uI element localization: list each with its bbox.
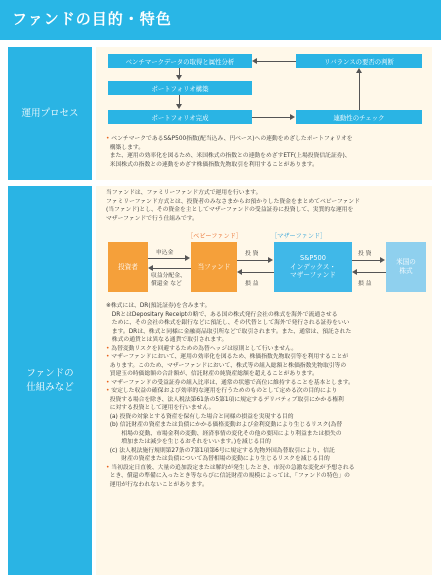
note-line: ます。DRは、株式と同様に金融商品取引所などで取引されます。また、通常は、預託された xyxy=(106,328,352,335)
investor-label: 投資者 xyxy=(118,262,138,271)
note-line: 当初設定日直後、大量の追加設定または解約が発生したとき、市況の急激な変化が予想される xyxy=(111,464,355,471)
invest-arrowhead-1 xyxy=(268,257,273,263)
flow-step-correlation-check-label: 連動性のチェック xyxy=(333,113,385,122)
note-line: 株式の通貨とは異なる通貨で取引されます。 xyxy=(106,337,228,343)
flow-step-portfolio-build xyxy=(108,81,252,95)
note-line: 相場の変動、市場金利の変動、経済事情の変化その他の要因により利益または損失の xyxy=(109,430,342,437)
structure-intro xyxy=(106,189,360,223)
note-line: (a) 投資の対象とする資産を保有した場合と同様の損益を実現する目的 xyxy=(109,413,294,420)
page-header xyxy=(0,0,441,40)
invest-arrowhead-2 xyxy=(380,257,385,263)
mother-fund-box-label: S&P500 インデックス・ マザーファンド xyxy=(290,253,336,280)
note-line: DRとはDepositary Receiptの略で、ある国の株式発行会社の株式を海外で流通させる xyxy=(106,311,338,318)
process-note-line: また、運用の効率化を図るため、米国株式の指数との連動をめざすETF(上場投資信託証券)、 xyxy=(109,153,351,159)
section-label-structure-text: ファンドの 仕組みなど xyxy=(26,368,74,393)
note-line: ※株式には、DR(預託証券)を含みます。 xyxy=(106,303,211,309)
bullet-icon: • xyxy=(106,379,110,386)
flow-step-rebalance-decision-label: リバランスの要否の判断 xyxy=(324,57,394,66)
note-line: 投資する場合を除き、法人税法第61条の5第1項に規定するデリバティブ取引にかかる権利 xyxy=(109,396,344,403)
mother-fund-box xyxy=(274,242,352,292)
flow-step-portfolio-complete-label: ポートフォリオ完成 xyxy=(151,113,209,122)
invest-label-2: 投 資 xyxy=(358,251,372,257)
intro-line: 当ファンドは、ファミリーファンド方式で運用を行います。 xyxy=(106,190,262,196)
section-label-process xyxy=(8,47,92,180)
profit-label-2: 損 益 xyxy=(358,281,372,287)
note-line: 増加または減少を生じるおそれをいいます。)を減じる目的 xyxy=(109,439,271,445)
flow-arrowhead-5-1 xyxy=(252,58,257,64)
invest-label-1: 投 資 xyxy=(245,251,259,257)
apply-arrow xyxy=(148,258,186,259)
note-line: 買建玉の時価総額の合計額が、信託財産の純資産総額を超えることがあります。 xyxy=(109,371,318,377)
process-note-line: 構築します。 xyxy=(109,144,145,151)
distribution-arrowhead xyxy=(148,265,153,271)
process-note-line: ベンチマークであるS&P500指数(配当込み、円ベース)への連動をめざしたポートフォリオを xyxy=(111,136,353,142)
mother-fund-label: ［マザーファンド］ xyxy=(271,233,327,240)
note-line: 財産の資産または負債について為替相場の変動により生じるリスクを減じる目的 xyxy=(109,456,330,462)
us-stocks-label: 米国の 株式 xyxy=(396,258,416,275)
profit-label-1: 損 益 xyxy=(245,281,259,287)
fund-box xyxy=(191,242,237,292)
fund-label: 当ファンド xyxy=(197,262,231,271)
flow-arrow-3-4 xyxy=(252,117,291,118)
note-line: とき、償還の準備に入ったとき等ならびに信託財産の規模によっては、「ファンドの特色」の xyxy=(109,473,350,479)
profit-arrow-2 xyxy=(357,272,386,273)
apply-arrowhead xyxy=(185,255,190,261)
bullet-icon: • xyxy=(106,136,110,142)
bullet-icon: • xyxy=(106,464,110,471)
invest-arrow-1 xyxy=(237,260,269,261)
section-label-process-text: 運用プロセス xyxy=(21,107,79,119)
note-line: (b) 信託財産の資産または負債にかかる価格変動および金利変動により生じるリスク(為替 xyxy=(109,422,343,428)
note-line: あります。このため、マザーファンドにおいて、株式等の組入総額と株価指数先物取引等の xyxy=(109,362,347,369)
baby-fund-label: ［ベビーファンド］ xyxy=(187,233,243,240)
process-content xyxy=(96,47,432,180)
process-note-line: 米国株式の指数との連動をめざす株価指数先物取引を利用することがあります。 xyxy=(109,161,318,168)
profit-arrowhead-2 xyxy=(352,269,357,275)
note-line: に対する投資として運用を行いません。 xyxy=(109,405,215,411)
intro-line: マザーファンドで行う仕組みです。 xyxy=(106,215,198,222)
flow-step-rebalance-decision xyxy=(296,54,422,68)
flow-arrowhead-3-4 xyxy=(290,114,295,120)
intro-line: (当ファンド)とし、その資金を主としてマザーファンドの受益証券に投資して、実質的な運用を xyxy=(106,207,354,213)
page-title: ファンドの目的・特色 xyxy=(12,10,172,28)
apply-label: 申込金 xyxy=(156,250,174,256)
note-line: (c) 法人税法施行規則第27条の7第1項第6号に規定する先物外国為替取引により、信託 xyxy=(109,447,335,454)
flow-arrow-5-1 xyxy=(257,61,296,62)
note-line: 運用が行なわれないことがあります。 xyxy=(109,481,208,488)
section-label-structure xyxy=(8,186,92,575)
flow-arrowhead-2-3 xyxy=(176,104,182,109)
note-line: マザーファンドの受益証券の組入比率は、通常の状態で高位に維持することを基本とします。 xyxy=(111,379,354,386)
distribution-label: 収益分配金、 償還金 など xyxy=(151,273,186,287)
invest-arrow-2 xyxy=(352,260,381,261)
note-line: ために、その会社の株式を銀行などに預託し、その代替として海外で発行される証券をいい xyxy=(106,320,350,326)
note-line: 安定した収益の確保および効率的な運用を行うためのものとして定める次の目的により xyxy=(111,388,338,394)
distribution-arrow xyxy=(153,268,191,269)
intro-line: ファミリーファンド方式とは、投資者のみなさまからお預かりした資金をまとめてベビーファンド xyxy=(106,198,360,205)
structure-notes xyxy=(106,302,355,489)
bullet-icon: • xyxy=(106,354,110,360)
flow-step-portfolio-build-label: ポートフォリオ構築 xyxy=(151,84,209,93)
note-line: マザーファンドにおいて、運用の効率化を図るため、株価指数先物取引等を利用することが xyxy=(111,354,349,360)
flow-arrow-4-5 xyxy=(359,73,360,110)
process-notes xyxy=(106,135,353,169)
flow-step-benchmark-analysis xyxy=(108,54,252,68)
bullet-icon: • xyxy=(106,388,110,394)
profit-arrowhead-1 xyxy=(237,269,242,275)
flow-arrowhead-1-2 xyxy=(176,75,182,80)
bullet-icon: • xyxy=(106,345,110,352)
flow-step-portfolio-complete xyxy=(108,110,252,124)
us-stocks-box xyxy=(386,242,426,292)
investor-box xyxy=(108,242,148,292)
note-line: 為替変動リスクを回避するための為替ヘッジは原則として行いません。 xyxy=(111,345,297,352)
flow-arrowhead-4-5 xyxy=(356,68,362,73)
flow-step-correlation-check xyxy=(296,110,422,124)
structure-content xyxy=(96,186,432,575)
profit-arrow-1 xyxy=(242,272,274,273)
flow-step-benchmark-analysis-label: ベンチマークデータの取得と属性分析 xyxy=(125,57,235,66)
